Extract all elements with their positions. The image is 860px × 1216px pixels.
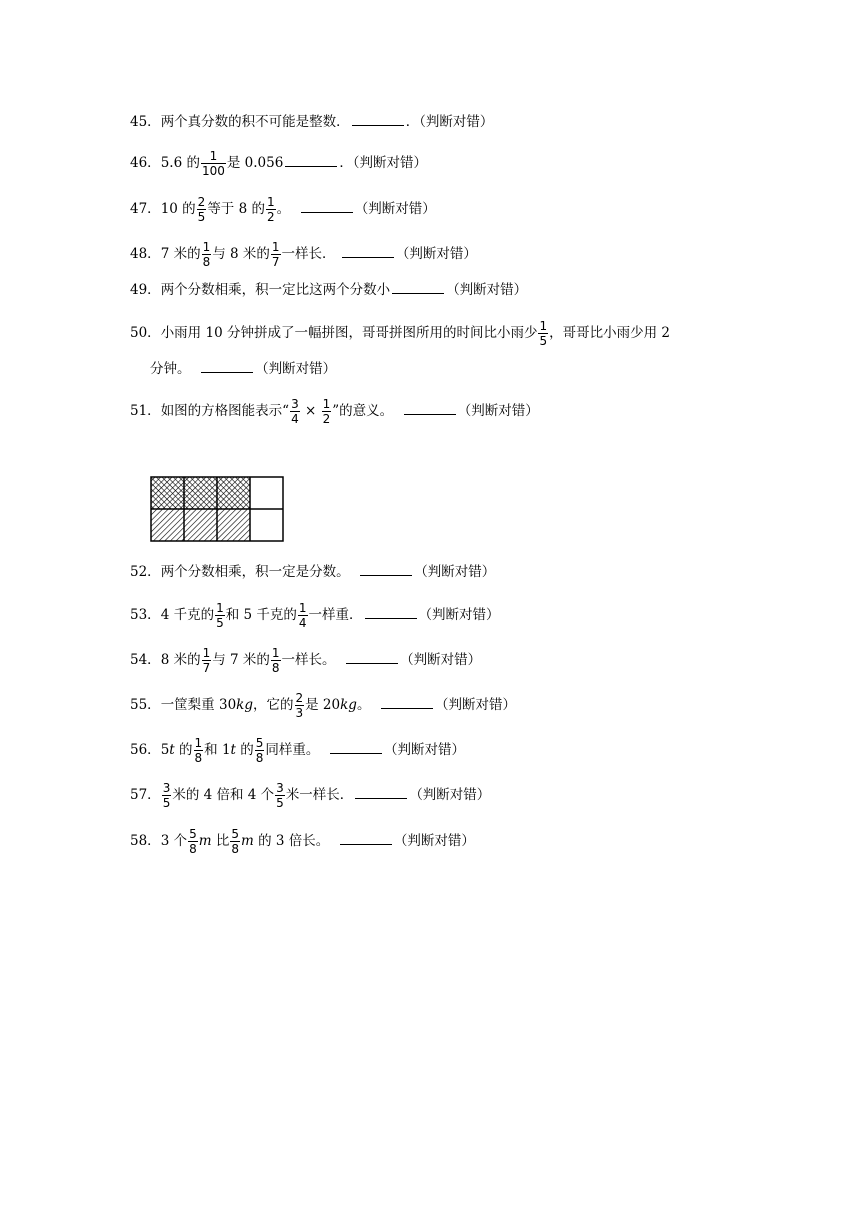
question-text: 等于 8 的	[207, 201, 265, 217]
question-58	[130, 828, 475, 855]
question-text: 。	[356, 697, 371, 713]
question-55	[130, 692, 516, 719]
numerator: 2	[295, 691, 304, 705]
fraction-grid-figure	[150, 476, 284, 542]
question-text: 一筐梨重 30	[160, 697, 237, 713]
denominator: 4	[291, 412, 299, 426]
numerator: 5	[255, 736, 264, 750]
answer-blank[interactable]	[201, 359, 253, 373]
denominator: 8	[231, 842, 239, 856]
question-text: 一样重．	[308, 607, 363, 623]
answer-blank[interactable]	[392, 280, 444, 294]
fraction	[290, 398, 300, 425]
question-number: 45．	[130, 114, 161, 130]
fraction	[275, 782, 285, 809]
unit: m	[198, 833, 212, 849]
instruction: （判断对错）	[414, 564, 496, 580]
question-text: 米的 4 倍和 4 个	[172, 787, 275, 803]
question-text: ，它的	[253, 697, 294, 713]
crosshatch-region	[151, 477, 250, 509]
hatch-region	[151, 509, 250, 541]
numerator: 1	[271, 240, 280, 254]
question-text: 的	[235, 742, 254, 758]
question-number: 51．	[130, 403, 161, 419]
question-53	[130, 602, 500, 629]
answer-blank[interactable]	[346, 650, 398, 664]
instruction: （判断对错）	[457, 403, 539, 419]
question-text: 7 米的	[160, 246, 201, 262]
fraction	[197, 196, 207, 223]
question-number: 58．	[130, 833, 161, 849]
question-text: 同样重。	[265, 742, 320, 758]
numerator: 1	[216, 601, 224, 615]
denominator: 2	[266, 210, 275, 224]
denominator: 8	[202, 255, 211, 269]
instruction: （判断对错）	[446, 282, 528, 298]
answer-blank[interactable]	[285, 153, 337, 167]
instruction: （判断对错）	[395, 246, 477, 262]
denominator: 2	[322, 412, 331, 426]
denominator: 8	[271, 661, 280, 675]
numerator: 1	[271, 646, 280, 660]
question-46	[130, 150, 427, 177]
instruction: （判断对错）	[418, 607, 500, 623]
answer-blank[interactable]	[301, 199, 353, 213]
instruction: ．（判断对错）	[339, 155, 428, 171]
denominator: 100	[201, 164, 225, 178]
fraction	[322, 398, 332, 425]
question-text: 一样长．	[281, 246, 336, 262]
question-text: 两个真分数的积不可能是整数．	[160, 114, 350, 130]
answer-blank[interactable]	[355, 785, 407, 799]
fraction	[201, 150, 226, 177]
question-text: 比	[211, 833, 230, 849]
question-number: 49．	[130, 282, 161, 298]
denominator: 5	[216, 616, 224, 630]
times-sign: ×	[305, 403, 317, 419]
question-number: 52．	[130, 564, 161, 580]
question-text: 与 8 米的	[212, 246, 270, 262]
fraction	[266, 196, 276, 223]
answer-blank[interactable]	[340, 831, 392, 845]
denominator: 8	[189, 842, 197, 856]
instruction: （判断对错）	[393, 833, 475, 849]
denominator: 3	[295, 706, 304, 720]
denominator: 8	[194, 751, 203, 765]
denominator: 7	[271, 255, 280, 269]
fraction	[202, 647, 212, 674]
numerator: 3	[276, 781, 284, 795]
instruction: （判断对错）	[384, 742, 466, 758]
question-text: 和 5 千克的	[225, 607, 297, 623]
question-51	[130, 398, 539, 425]
question-text: 的 3 倍长。	[253, 833, 330, 849]
numerator: 1	[539, 319, 548, 333]
question-number: 48．	[130, 246, 161, 262]
fraction	[215, 602, 225, 629]
answer-blank[interactable]	[365, 605, 417, 619]
fraction	[202, 241, 212, 268]
question-45	[130, 112, 493, 132]
denominator: 8	[255, 751, 264, 765]
question-number: 46．	[130, 155, 161, 171]
question-text: ，哥哥比小雨少用 2	[549, 325, 670, 341]
numerator: 3	[162, 781, 171, 795]
fraction	[188, 828, 198, 855]
numerator: 1	[194, 736, 203, 750]
fraction	[271, 647, 281, 674]
denominator: 5	[276, 796, 284, 810]
numerator: 1	[201, 150, 226, 164]
answer-blank[interactable]	[381, 695, 433, 709]
instruction: （判断对错）	[354, 201, 436, 217]
instruction: （判断对错）	[409, 787, 491, 803]
question-text: 5.6 的	[160, 155, 200, 171]
question-text: 米一样长．	[285, 787, 354, 803]
answer-blank[interactable]	[342, 244, 394, 258]
unit: t	[230, 742, 236, 758]
numerator: 1	[202, 646, 211, 660]
answer-blank[interactable]	[404, 401, 456, 415]
answer-blank[interactable]	[352, 112, 404, 126]
question-56	[130, 737, 465, 764]
question-48	[130, 241, 477, 268]
numerator: 1	[266, 195, 275, 209]
unit: m	[240, 833, 254, 849]
answer-blank[interactable]	[330, 740, 382, 754]
numerator: 2	[197, 195, 206, 209]
numerator: 5	[189, 827, 197, 841]
question-50-line2	[150, 359, 336, 379]
question-text: 如图的方格图能表示“	[160, 403, 290, 419]
answer-blank[interactable]	[360, 562, 412, 576]
fraction	[255, 737, 265, 764]
question-49	[130, 280, 527, 300]
denominator: 7	[202, 661, 211, 675]
instruction: （判断对错）	[400, 652, 482, 668]
question-57	[130, 782, 490, 809]
denominator: 4	[298, 616, 307, 630]
question-text: 5	[160, 742, 170, 758]
question-number: 55．	[130, 697, 161, 713]
unit: t	[169, 742, 175, 758]
question-text: 与 7 米的	[212, 652, 270, 668]
fraction	[194, 737, 204, 764]
question-text: 的	[174, 742, 193, 758]
numerator: 1	[202, 240, 211, 254]
question-text: 和 1	[204, 742, 231, 758]
denominator: 5	[197, 210, 206, 224]
question-text: ”的意义。	[332, 403, 394, 419]
question-number: 57．	[130, 787, 161, 803]
question-50	[130, 320, 670, 347]
question-text: 10 的	[160, 201, 196, 217]
question-text: 。	[276, 201, 291, 217]
question-text: 是 0.056	[226, 155, 284, 171]
instruction: （判断对错）	[435, 697, 517, 713]
numerator: 1	[322, 397, 331, 411]
question-text: 小雨用 10 分钟拼成了一幅拼图，哥哥拼图所用的时间比小雨少	[160, 325, 538, 341]
question-number: 56．	[130, 742, 161, 758]
question-54	[130, 647, 481, 674]
question-number: 53．	[130, 607, 161, 623]
denominator: 5	[162, 796, 171, 810]
question-text: 3 个	[160, 833, 188, 849]
denominator: 5	[539, 334, 548, 348]
fraction	[162, 782, 172, 809]
unit: kg	[236, 697, 253, 713]
question-47	[130, 196, 436, 223]
question-number: 50．	[130, 325, 161, 341]
fraction	[538, 320, 548, 347]
numerator: 3	[291, 397, 299, 411]
fraction	[271, 241, 281, 268]
instruction: （判断对错）	[255, 361, 337, 377]
numerator: 5	[231, 827, 239, 841]
question-text: 4 千克的	[160, 607, 215, 623]
question-number: 47．	[130, 201, 161, 217]
question-text: 分钟。	[150, 361, 191, 377]
question-text: 一样长。	[281, 652, 336, 668]
fraction	[230, 828, 240, 855]
unit: kg	[340, 697, 357, 713]
numerator: 1	[298, 601, 307, 615]
question-52	[130, 562, 495, 582]
question-text: 8 米的	[160, 652, 201, 668]
question-text: 两个分数相乘，积一定是分数。	[160, 564, 350, 580]
question-number: 54．	[130, 652, 161, 668]
question-text: 两个分数相乘，积一定比这两个分数小	[160, 282, 391, 298]
fraction	[295, 692, 305, 719]
fraction	[298, 602, 308, 629]
question-text: 是 20	[305, 697, 341, 713]
instruction: ．（判断对错）	[405, 114, 494, 130]
